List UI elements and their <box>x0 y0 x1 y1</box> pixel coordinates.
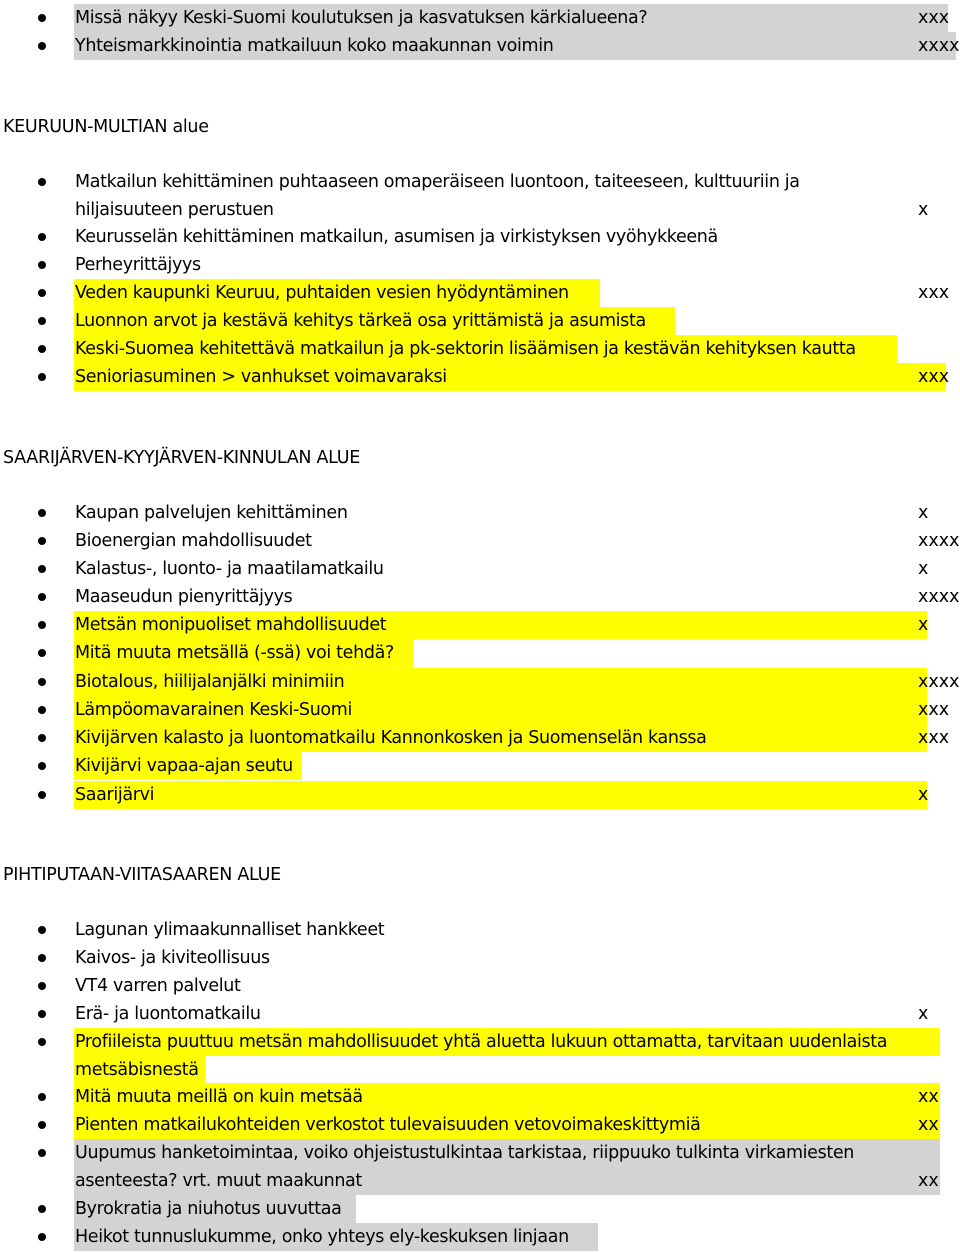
list-item <box>0 279 960 307</box>
item-text-continued: asenteesta? vrt. muut maakunnat <box>75 1171 362 1191</box>
item-text-continued: hiljaisuuteen perustuen <box>75 200 274 220</box>
vote-marks: xx <box>918 1171 939 1191</box>
heading-keuruu: KEURUUN-MULTIAN alue <box>3 117 209 137</box>
list-item <box>0 1028 960 1084</box>
bullet-icon <box>38 317 46 325</box>
bullet-icon <box>38 762 46 770</box>
item-text: Pienten matkailukohteiden verkostot tulevaisuuden vetovoimakeskittymiä <box>75 1115 701 1135</box>
list-item <box>0 944 960 972</box>
item-text: Mitä muuta metsällä (-ssä) voi tehdä? <box>75 643 394 663</box>
list-item <box>0 499 960 527</box>
bullet-icon <box>38 565 46 573</box>
vote-marks: x <box>918 785 929 805</box>
list-item <box>0 668 960 696</box>
item-text: Heikot tunnuslukumme, onko yhteys ely-keskuksen linjaan <box>75 1227 569 1247</box>
bullet-icon <box>38 178 46 186</box>
item-text: Maaseudun pienyrittäjyys <box>75 587 293 607</box>
list-item <box>0 251 960 279</box>
bullet-icon <box>38 1233 46 1241</box>
bullet-icon <box>38 537 46 545</box>
vote-marks: xx <box>918 1087 939 1107</box>
item-text: Perheyrittäjyys <box>75 255 201 275</box>
list-item <box>0 168 960 224</box>
list-item <box>0 307 960 335</box>
bullet-icon <box>38 791 46 799</box>
list-item <box>0 32 960 60</box>
bullet-icon <box>38 621 46 629</box>
list-item <box>0 916 960 944</box>
list-item <box>0 363 960 391</box>
list-item <box>0 611 960 639</box>
item-text: Yhteismarkkinointia matkailuun koko maakunnan voimin <box>75 36 554 56</box>
bullet-icon <box>38 926 46 934</box>
bullet-icon <box>38 1149 46 1157</box>
bullet-icon <box>38 1038 46 1046</box>
bullet-icon <box>38 1010 46 1018</box>
bullet-icon <box>38 706 46 714</box>
item-text: Kivijärvi vapaa-ajan seutu <box>75 756 293 776</box>
bullet-icon <box>38 678 46 686</box>
list-item <box>0 1111 960 1139</box>
bullet-icon <box>38 1121 46 1129</box>
item-text: Keski-Suomea kehitettävä matkailun ja pk-sektorin lisäämisen ja kestävän kehityksen kautta <box>75 339 856 359</box>
list-item <box>0 1223 960 1251</box>
item-text: Missä näkyy Keski-Suomi koulutuksen ja kasvatuksen kärkialueena? <box>75 8 648 28</box>
item-text: Luonnon arvot ja kestävä kehitys tärkeä osa yrittämistä ja asumista <box>75 311 646 331</box>
bullet-icon <box>38 593 46 601</box>
vote-marks: xxx <box>918 700 950 720</box>
list-item <box>0 1195 960 1223</box>
item-text: Metsän monipuoliset mahdollisuudet <box>75 615 387 635</box>
list-item <box>0 696 960 724</box>
list-item <box>0 781 960 809</box>
bullet-icon <box>38 14 46 22</box>
bullet-icon <box>38 373 46 381</box>
vote-marks: x <box>918 559 929 579</box>
list-item <box>0 1139 960 1195</box>
bullet-icon <box>38 42 46 50</box>
vote-marks: x <box>918 615 929 635</box>
bullet-icon <box>38 233 46 241</box>
item-text: Senioriasuminen > vanhukset voimavaraksi <box>75 367 447 387</box>
item-text: Lagunan ylimaakunnalliset hankkeet <box>75 920 385 940</box>
vote-marks: xxxx <box>918 531 960 551</box>
vote-marks: xxxx <box>918 672 960 692</box>
item-text: VT4 varren palvelut <box>75 976 241 996</box>
bullet-icon <box>38 982 46 990</box>
list-item <box>0 527 960 555</box>
bullet-icon <box>38 289 46 297</box>
item-text: Mitä muuta meillä on kuin metsää <box>75 1087 363 1107</box>
vote-marks: x <box>918 503 929 523</box>
list-item <box>0 1083 960 1111</box>
vote-marks: xxx <box>918 367 950 387</box>
item-text: Kivijärven kalasto ja luontomatkailu Kannonkosken ja Suomenselän kanssa <box>75 728 707 748</box>
vote-marks: xxx <box>918 728 950 748</box>
bullet-icon <box>38 1093 46 1101</box>
item-text: Profiileista puuttuu metsän mahdollisuudet yhtä aluetta lukuun ottamatta, tarvitaan uudenlaista <box>75 1032 888 1052</box>
list-item <box>0 752 960 780</box>
item-text: Matkailun kehittäminen puhtaaseen omaperäiseen luontoon, taiteeseen, kulttuuriin ja <box>75 172 800 192</box>
item-text: Biotalous, hiilijalanjälki minimiin <box>75 672 345 692</box>
item-text: Kalastus-, luonto- ja maatilamatkailu <box>75 559 384 579</box>
vote-marks: xxxx <box>918 36 960 56</box>
item-text: Byrokratia ja niuhotus uuvuttaa <box>75 1199 342 1219</box>
heading-saarijarvi: SAARIJÄRVEN-KYYJÄRVEN-KINNULAN ALUE <box>3 448 360 468</box>
item-text: Veden kaupunki Keuruu, puhtaiden vesien hyödyntäminen <box>75 283 569 303</box>
item-text: Uupumus hanketoimintaa, voiko ohjeistustulkintaa tarkistaa, riippuuko tulkinta virkamiesten <box>75 1143 855 1163</box>
list-item <box>0 724 960 752</box>
bullet-icon <box>38 509 46 517</box>
item-text: Kaivos- ja kiviteollisuus <box>75 948 270 968</box>
list-item <box>0 972 960 1000</box>
vote-marks: xxx <box>918 283 950 303</box>
vote-marks: xxxx <box>918 587 960 607</box>
list-item <box>0 223 960 251</box>
vote-marks: xxx <box>918 8 950 28</box>
vote-marks: x <box>918 200 929 220</box>
list-item <box>0 555 960 583</box>
bullet-icon <box>38 261 46 269</box>
highlight-band <box>74 781 927 809</box>
item-text: Lämpöomavarainen Keski-Suomi <box>75 700 353 720</box>
item-text: Keurusselän kehittäminen matkailun, asumisen ja virkistyksen vyöhykkeenä <box>75 227 718 247</box>
bullet-icon <box>38 734 46 742</box>
list-item <box>0 335 960 363</box>
bullet-icon <box>38 345 46 353</box>
item-text: Bioenergian mahdollisuudet <box>75 531 312 551</box>
vote-marks: xx <box>918 1115 939 1135</box>
item-text-continued: metsäbisnestä <box>75 1060 199 1080</box>
list-item <box>0 639 960 667</box>
vote-marks: x <box>918 1004 929 1024</box>
bullet-icon <box>38 1205 46 1213</box>
item-text: Kaupan palvelujen kehittäminen <box>75 503 348 523</box>
list-item <box>0 4 960 32</box>
bullet-icon <box>38 954 46 962</box>
heading-pihtipudas: PIHTIPUTAAN-VIITASAAREN ALUE <box>3 865 281 885</box>
list-item <box>0 583 960 611</box>
item-text: Erä- ja luontomatkailu <box>75 1004 261 1024</box>
item-text: Saarijärvi <box>75 785 155 805</box>
list-item <box>0 1000 960 1028</box>
bullet-icon <box>38 649 46 657</box>
